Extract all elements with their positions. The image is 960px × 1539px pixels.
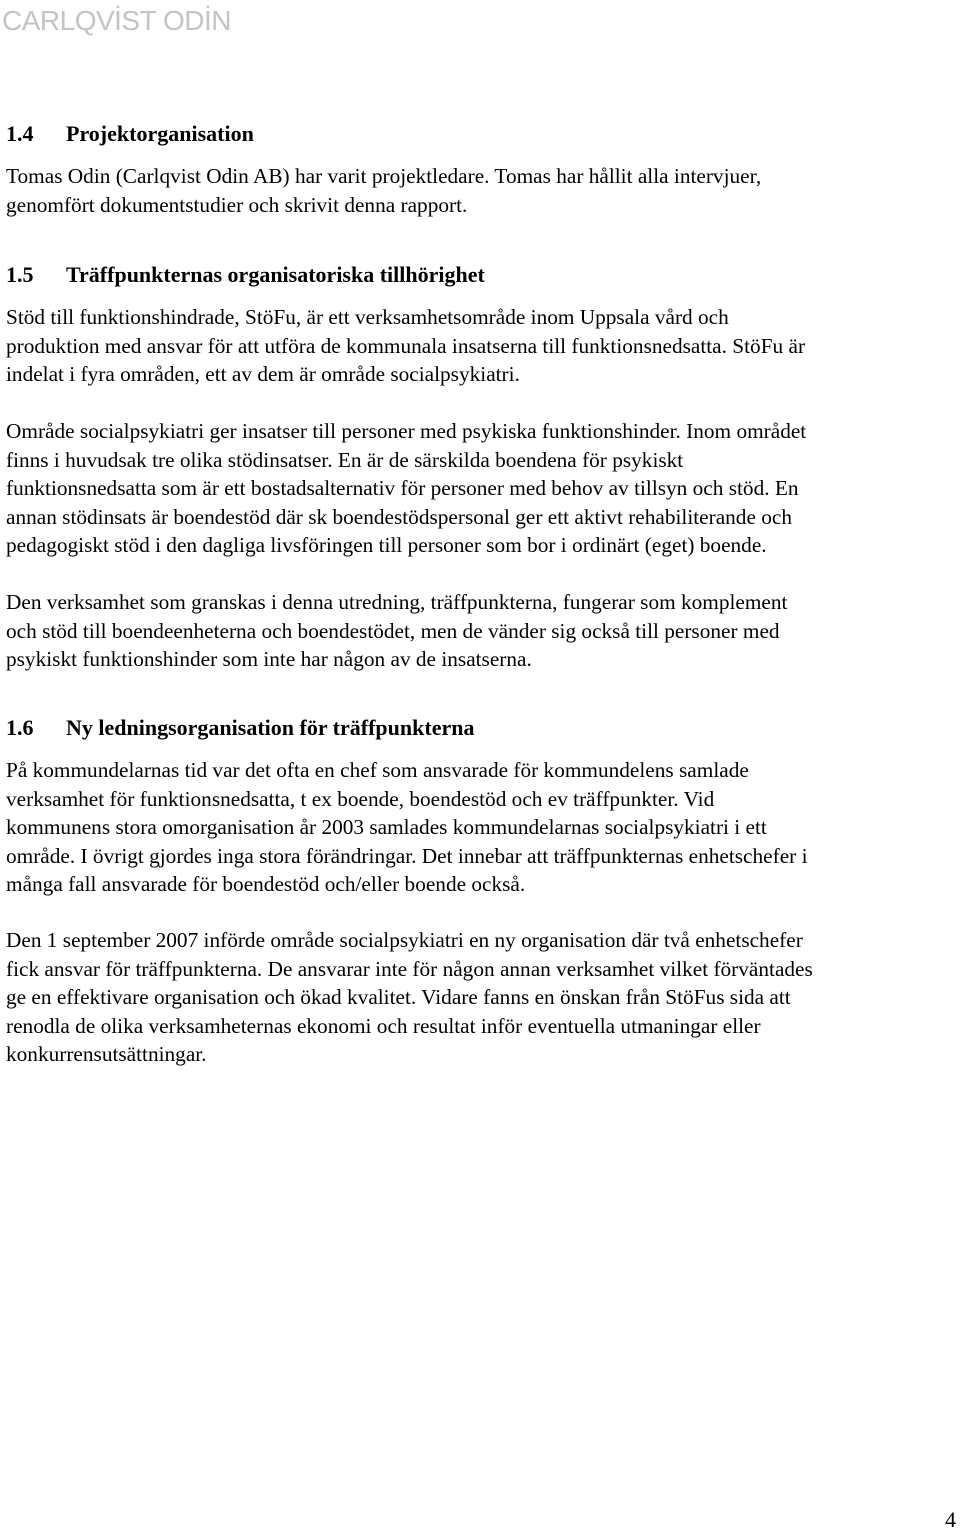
section-title: Träffpunkternas organisatoriska tillhörighet: [66, 262, 485, 287]
paragraph: [6, 162, 958, 219]
text-line: Område socialpsykiatri ger insatser till personer med psykiska funktionshinder. Inom området: [6, 419, 807, 443]
text-line: fick ansvar för träffpunkterna. De ansvarar inte för någon annan verksamhet vilket förväntades: [6, 956, 813, 981]
paragraph: [6, 926, 958, 1069]
section-title: Projektorganisation: [66, 121, 254, 146]
company-logo: CARLQVİST ODİN: [2, 5, 231, 36]
text-line: ge en effektivare organisation och ökad kvalitet. Vidare fanns en önskan från StöFus sida att: [6, 985, 791, 1010]
text-line: Den verksamhet som granskas i denna utredning, träffpunkterna, fungerar som komplement: [6, 590, 788, 614]
text-line: indelat i fyra områden, ett av dem är område socialpsykiatri.: [6, 362, 520, 387]
text-line: verksamhet för funktionsnedsatta, t ex boende, boendestöd och ev träffpunkter. Vid: [6, 786, 715, 811]
page-number: 4: [945, 1507, 956, 1532]
section-title: Ny ledningsorganisation för träffpunkterna: [66, 715, 475, 740]
section-heading-1-4: [6, 120, 254, 148]
text-line: produktion med ansvar för att utföra de kommunala insatserna till funktionsnedsatta. StöFu är: [6, 333, 806, 358]
text-line: renodla de olika verksamheternas ekonomi och resultat inför eventuella utmaningar eller: [6, 1013, 761, 1038]
paragraph: [6, 417, 958, 560]
text-line: konkurrensutsättningar.: [6, 1042, 207, 1067]
section-heading-1-5: [6, 261, 485, 289]
section-heading-1-6: [6, 714, 474, 742]
text-line: pedagogiskt stöd i den dagliga livsföringen till personer som bor i ordinärt (eget) boende.: [6, 533, 767, 558]
text-line: Stöd till funktionshindrade, StöFu, är ett verksamhetsområde inom Uppsala vård och: [6, 305, 729, 329]
section-number: 1.5: [6, 262, 34, 287]
section-number: 1.6: [6, 715, 34, 740]
text-line: område. I övrigt gjordes inga stora förändringar. Det innebar att träffpunkternas enhetschefer i: [6, 843, 808, 868]
paragraph: [6, 588, 958, 674]
paragraph: [6, 756, 958, 899]
text-line: kommunens stora omorganisation år 2003 samlades kommundelarnas socialpsykiatri i ett: [6, 815, 767, 840]
text-line: genomfört dokumentstudier och skrivit denna rapport.: [6, 192, 468, 217]
text-line: psykiskt funktionshinder som inte har någon av de insatserna.: [6, 647, 532, 672]
text-line: finns i huvudsak tre olika stödinsatser. En är de särskilda boendena för psykiskt: [6, 447, 684, 472]
paragraph: [6, 303, 958, 389]
text-line: Den 1 september 2007 införde område socialpsykiatri en ny organisation där två enhetschefer: [6, 928, 803, 952]
text-line: många fall ansvarade för boendestöd och/eller boende också.: [6, 872, 526, 897]
text-line: och stöd till boendeenheterna och boendestödet, men de vänder sig också till personer med: [6, 618, 780, 643]
text-line: funktionsnedsatta som är ett bostadsalternativ för personer med behov av tillsyn och stöd. En: [6, 476, 799, 501]
text-line: Tomas Odin (Carlqvist Odin AB) har varit projektledare. Tomas har hållit alla intervjuer,: [6, 164, 762, 188]
section-number: 1.4: [6, 121, 34, 146]
text-line: annan stödinsats är boendestöd där sk boendestödspersonal ger ett aktivt rehabiliterande och: [6, 504, 792, 529]
text-line: På kommundelarnas tid var det ofta en chef som ansvarade för kommundelens samlade: [6, 758, 749, 782]
